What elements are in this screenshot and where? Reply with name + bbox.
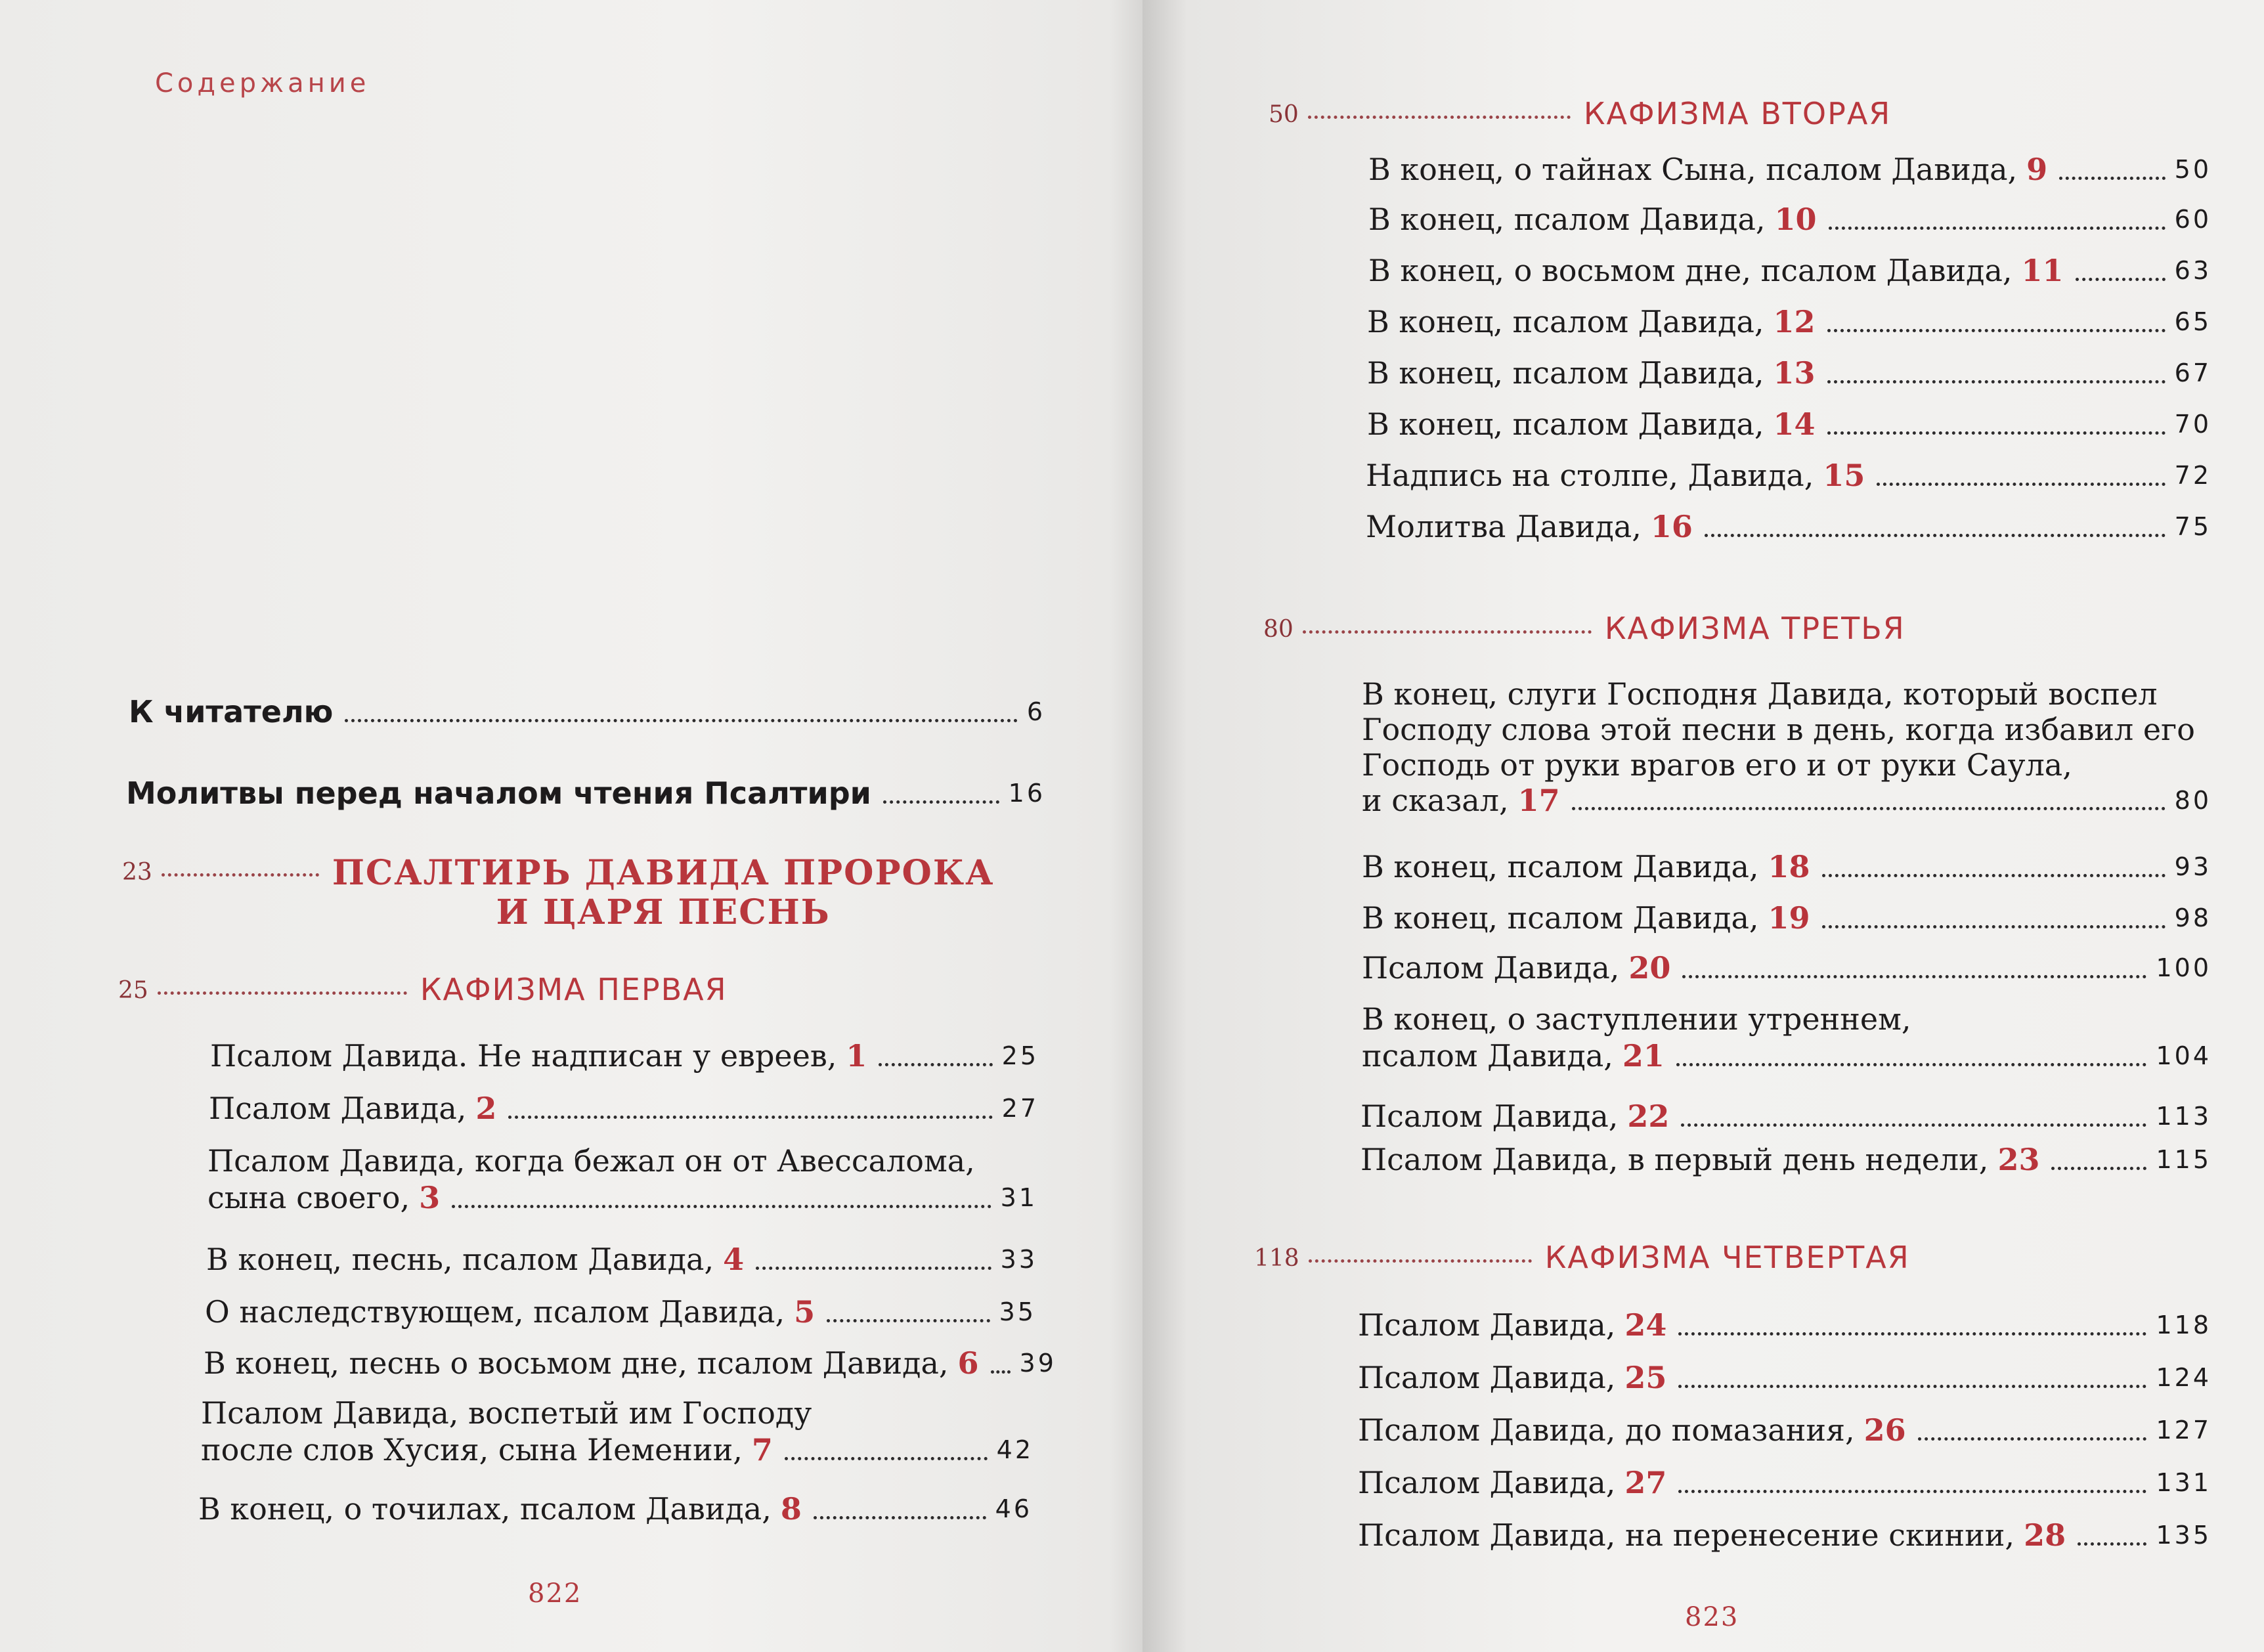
toc-entry [1362,676,2211,818]
entry-title: псалом Давида, [1362,1038,1613,1074]
psalm-number: 11 [2021,253,2064,288]
toc-entry [1358,1517,2211,1554]
toc-entry [1362,949,2211,986]
dot-leader [1829,227,2166,230]
entry-title: В конец, псалом Давида, [1362,900,1759,936]
entry-title: Надпись на столпе, Давида, [1366,458,1814,493]
psalm-number: 5 [794,1294,816,1330]
toc-entry [1368,252,2211,289]
dot-leader [508,1116,992,1119]
toc-entry [1362,900,2211,936]
entry-title: Молитвы перед началом чтения Псалтири [126,775,871,811]
entry-page: 63 [2174,256,2211,285]
page-folio: 822 [528,1578,582,1609]
psalm-number: 9 [2026,152,2048,187]
entry-title-line: Псалом Давида, когда бежал он от Авессалома, [207,1143,975,1179]
psalm-number: 7 [751,1432,773,1467]
psalm-number: 26 [1863,1412,1906,1448]
toc-entry [206,1241,1037,1278]
psalm-number: 24 [1624,1307,1667,1343]
page-folio: 823 [1685,1602,1739,1632]
psalm-number: 4 [723,1242,745,1277]
entry-title: В конец, о точилах, псалом Давида, [198,1491,772,1527]
entry-title: Псалом Давида, на перенесение скинии, [1358,1517,2015,1553]
dot-leader [2059,177,2166,180]
toc-entry [1366,508,2211,545]
dot-leader [1705,534,2166,537]
entry-page: 104 [2156,1041,2211,1070]
entry-title-line: Господь от руки врагов его и от руки Саула, [1362,747,2072,783]
entry-title: Псалом Давида. Не надписан у евреев, [210,1038,837,1074]
psalm-number: 22 [1627,1098,1670,1134]
entry-last-line [201,1431,1034,1468]
dot-leader [1877,483,2165,486]
entry-page: 31 [1000,1183,1037,1212]
entry-title: Псалом Давида, в первый день недели, [1361,1142,1989,1177]
entry-title: В конец, псалом Давида, [1362,849,1759,884]
psalm-number: 12 [1773,304,1816,339]
psalm-number: 14 [1773,406,1816,442]
entry-title: В конец, о восьмом дне, псалом Давида, [1368,253,2013,288]
entry-title: В конец, псалом Давида, [1367,406,1764,442]
toc-entry [1358,1359,2211,1396]
dot-leader [1681,1123,2146,1127]
dot-leader [345,719,1017,722]
entry-title: Псалом Давида, [1362,950,1620,986]
psalm-number: 25 [1624,1360,1667,1395]
section-title [332,854,995,932]
toc-entry [1367,355,2211,391]
entry-title: Псалом Давида, [209,1091,467,1126]
toc-entry [205,1293,1036,1330]
dot-leader [2076,278,2166,281]
entry-title: Псалом Давида, [1358,1465,1616,1500]
entry-page: 72 [2174,461,2211,490]
psalm-number: 17 [1517,783,1560,818]
dot-leader [452,1205,991,1208]
toc-entry [1366,457,2211,494]
toc-entry [1367,303,2211,340]
entry-title: К читателю [129,694,334,729]
entry-page: 60 [2174,205,2211,234]
toc-entry [1358,1464,2211,1501]
dot-leader [1309,1240,1532,1263]
psalm-number: 21 [1622,1038,1665,1074]
dot-leader [879,1063,992,1066]
toc-entry [1368,151,2211,188]
entry-title: В конец, песнь о восьмом дне, псалом Давида, [204,1345,949,1381]
dot-leader [1678,1332,2146,1336]
dot-leader [1572,807,2166,810]
toc-entry [1362,1001,2211,1074]
dot-leader [1678,1490,2146,1493]
entry-title: Псалом Давида, до помазания, [1358,1412,1855,1448]
section-title: КАФИЗМА ВТОРАЯ [1583,96,1892,131]
entry-page: 100 [2156,953,2211,982]
psalm-number: 28 [2024,1517,2066,1553]
psalm-number: 8 [780,1491,802,1527]
entry-page: 16 [1008,779,1045,808]
dot-leader [1682,975,2146,978]
entry-page: 25 [1001,1041,1039,1070]
entry-page: 113 [2156,1102,2211,1131]
entry-page: 70 [2174,410,2211,439]
toc-entry [1362,848,2211,885]
entry-page: 124 [2156,1363,2211,1392]
toc-entry [1368,201,2211,238]
dot-leader [1827,380,2166,383]
entry-page: 42 [996,1435,1034,1464]
dot-leader [785,1457,988,1460]
psalm-number: 20 [1628,950,1671,986]
dot-leader [162,854,319,877]
entry-title: О наследствующем, псалом Давида, [205,1294,785,1330]
dot-leader [1303,611,1592,634]
psalm-number: 27 [1624,1465,1667,1500]
toc-entry [204,1345,1056,1381]
entry-page: 135 [2156,1521,2211,1550]
entry-title-line: Псалом Давида, воспетый им Господу [201,1395,812,1431]
entry-title: В конец, псалом Давида, [1367,304,1764,339]
dot-leader [991,1370,1011,1374]
entry-page: 46 [995,1494,1032,1523]
entry-title: Псалом Давида, [1358,1360,1616,1395]
toc-entry [198,1490,1032,1527]
psalm-number: 23 [1997,1142,2040,1177]
dot-leader [814,1516,986,1519]
dot-leader [1676,1063,2147,1066]
entry-page: 50 [2174,155,2211,184]
entry-page: 33 [1000,1245,1037,1274]
psalm-number: 19 [1768,900,1810,936]
entry-page: 93 [2174,852,2211,881]
entry-page: 39 [1019,1349,1056,1378]
entry-page: 131 [2156,1468,2211,1497]
section-page: 25 [118,977,148,1004]
entry-page: 118 [2156,1311,2211,1339]
entry-title: после слов Хусия, сына Иемении, [201,1432,743,1467]
toc-entry [1358,1307,2211,1343]
entry-last-line [1362,1037,2211,1074]
toc-entry [1361,1141,2211,1178]
dot-leader [158,972,407,995]
section-page: 118 [1254,1245,1299,1272]
section-title-line: И ЦАРЯ ПЕСНЬ [496,892,831,932]
entry-last-line [1362,783,2211,818]
dot-leader [1822,874,2166,877]
section-page: 50 [1269,101,1299,128]
dot-leader [1827,431,2166,435]
dot-leader [2051,1167,2146,1170]
psalm-number: 6 [957,1345,979,1381]
entry-title: В конец, псалом Давида, [1368,202,1766,237]
dot-leader [1822,925,2166,928]
psalm-number: 13 [1773,355,1816,391]
kathisma-heading [1263,611,2183,646]
psalm-number: 1 [846,1038,867,1074]
dot-leader [2078,1542,2146,1546]
right-page [1143,0,2264,1652]
entry-page: 6 [1026,697,1045,726]
entry-page: 98 [2174,903,2211,932]
toc-entry [207,1142,1037,1216]
entry-page: 27 [1001,1094,1039,1123]
entry-title: сына своего, [207,1180,410,1215]
dot-leader [1678,1385,2146,1388]
dot-leader [827,1319,990,1322]
psalm-number: 15 [1823,458,1865,493]
toc-entry [1367,406,2211,443]
section-heading [122,854,1041,932]
entry-title-line: Господу слова этой песни в день, когда избавил его [1362,712,2195,747]
entry-page: 115 [2156,1145,2211,1174]
entry-title: Молитва Давида, [1366,509,1642,544]
dot-leader [883,800,999,804]
running-head: Содержание [155,68,370,98]
entry-title: В конец, псалом Давида, [1367,355,1764,391]
entry-title-line: В конец, о заступлении утреннем, [1362,1001,1911,1037]
kathisma-heading [118,972,1037,1007]
entry-page: 35 [999,1297,1036,1326]
dot-leader [1308,96,1571,119]
dot-leader [1918,1437,2147,1441]
toc-entry [126,775,1045,812]
entry-page: 80 [2174,786,2211,815]
entry-title: Псалом Давида, [1358,1307,1616,1343]
entry-title: Псалом Давида, [1361,1098,1619,1134]
dot-leader [756,1267,991,1270]
psalm-number: 10 [1774,202,1817,237]
toc-entry [210,1037,1039,1074]
toc-entry [201,1395,1034,1468]
entry-page: 75 [2174,512,2211,541]
section-title: КАФИЗМА ЧЕТВЕРТАЯ [1544,1240,1910,1275]
kathisma-heading [1254,1240,2187,1275]
entry-page: 65 [2174,307,2211,336]
kathisma-heading [1269,96,2188,131]
toc-entry [1358,1412,2211,1448]
section-title-line: ПСАЛТИРЬ ДАВИДА ПРОРОКА [332,853,995,893]
dot-leader [1827,329,2166,332]
psalm-number: 2 [475,1091,497,1126]
section-page: 80 [1263,616,1294,643]
psalm-number: 3 [419,1180,441,1215]
section-title: КАФИЗМА ТРЕТЬЯ [1604,611,1905,646]
toc-entry [1361,1098,2211,1135]
toc-entry [129,693,1045,730]
section-page: 23 [122,859,152,886]
toc-entry [209,1090,1039,1127]
entry-last-line [207,1179,1037,1216]
psalm-number: 16 [1650,509,1693,544]
entry-page: 67 [2174,359,2211,387]
entry-title: В конец, о тайнах Сына, псалом Давида, [1368,152,2018,187]
entry-title: В конец, песнь, псалом Давида, [206,1242,714,1277]
entry-title: и сказал, [1362,783,1509,818]
entry-title-line: В конец, слуги Господня Давида, который воспел [1362,676,2158,712]
entry-page: 127 [2156,1416,2211,1445]
psalm-number: 18 [1768,849,1810,884]
section-title: КАФИЗМА ПЕРВАЯ [420,972,728,1007]
